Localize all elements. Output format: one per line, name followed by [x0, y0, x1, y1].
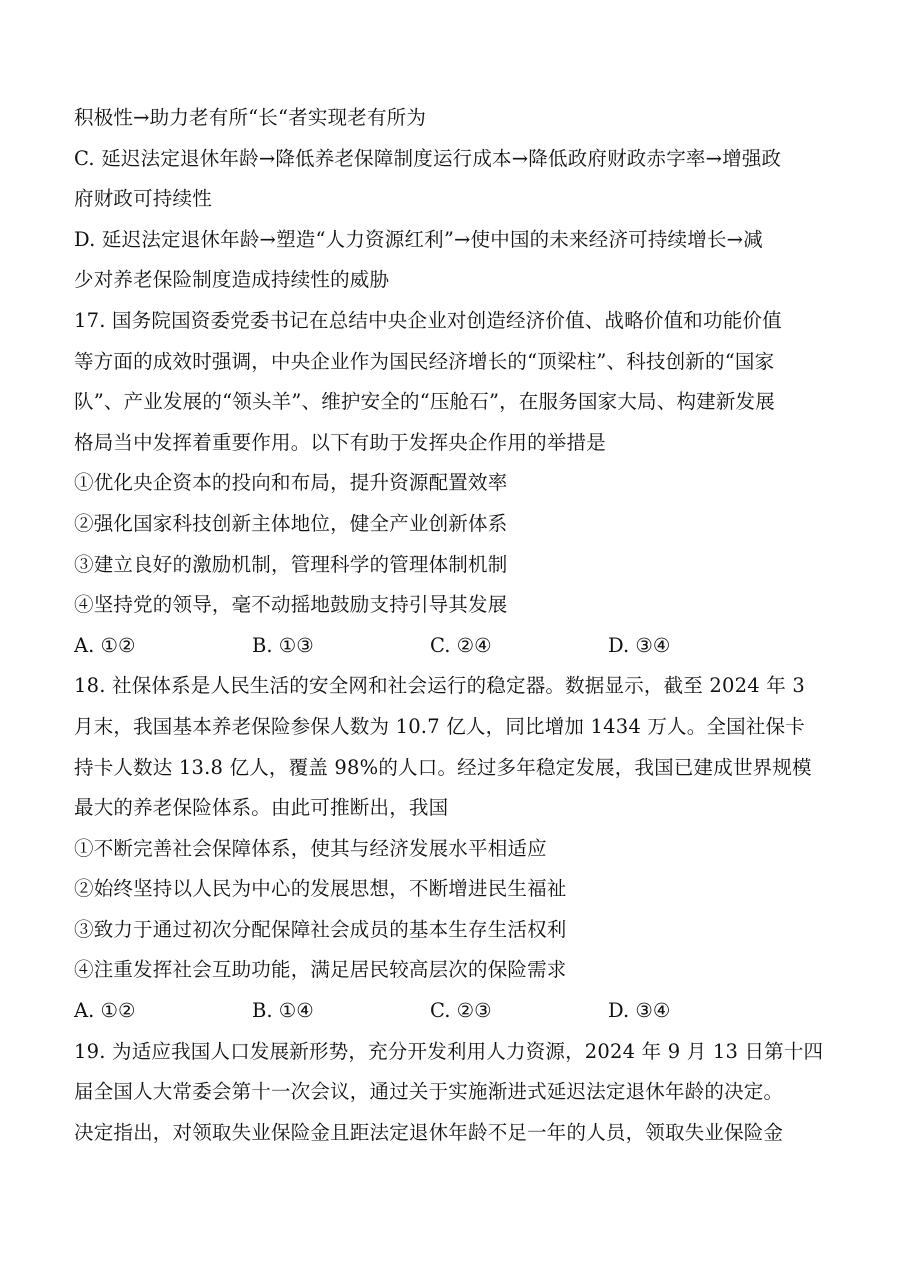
- prev-option-c-line-1: C. 延迟法定退休年龄→降低养老保障制度运行成本→降低政府财政赤字率→增强政: [74, 146, 782, 170]
- q18-option-c: C. ②③: [430, 999, 492, 1023]
- q19-stem-line: 19. 为适应我国人口发展新形势，充分开发利用人力资源，2024 年 9 月 13 日第十四: [74, 1039, 824, 1063]
- q18-statement-4: ④注重发挥社会互助功能，满足居民较高层次的保险需求: [74, 958, 567, 982]
- q17-options: [74, 626, 834, 667]
- q18-option-d: D. ③④: [608, 999, 671, 1023]
- q17-option-c: C. ②④: [430, 633, 492, 657]
- q18-stem-line: 月末，我国基本养老保险参保人数为 10.7 亿人，同比增加 1434 万人。全国社保卡: [74, 714, 805, 738]
- q18-option-b: B. ①④: [252, 999, 314, 1023]
- q18-statement-1: ①不断完善社会保障体系，使其与经济发展水平相适应: [74, 836, 547, 860]
- q17-option-d: D. ③④: [608, 633, 671, 657]
- q17-statement-4: ④坚持党的领导，毫不动摇地鼓励支持引导其发展: [74, 593, 508, 617]
- prev-option-b-tail: 积极性→助力老有所“长“者实现老有所为: [74, 106, 427, 129]
- q18-statement-3: ③致力于通过初次分配保障社会成员的基本生存生活权利: [74, 917, 567, 941]
- q18-option-a: A. ①②: [74, 999, 136, 1023]
- q18-options: [74, 991, 834, 1032]
- q17-option-b: B. ①③: [252, 633, 314, 657]
- q18-statement-2: ②始终坚持以人民为中心的发展思想，不断增进民生福祉: [74, 877, 567, 901]
- q17-stem-line: 等方面的成效时强调，中央企业作为国民经济增长的“顶梁柱”、科技创新的“国家: [74, 349, 775, 373]
- q17-statement-3: ③建立良好的激励机制，管理科学的管理体制机制: [74, 552, 508, 576]
- q17-option-a: A. ①②: [74, 633, 136, 657]
- q17-statement-2: ②强化国家科技创新主体地位，健全产业创新体系: [74, 511, 508, 535]
- q18-stem-line: 持卡人数达 13.8 亿人，覆盖 98%的人口。经过多年稳定发展，我国已建成世界规模: [74, 755, 812, 779]
- q18-stem-line: 18. 社保体系是人民生活的安全网和社会运行的稳定器。数据显示，截至 2024 年 3: [74, 674, 805, 698]
- prev-option-d-line-2: 少对养老保险制度造成持续性的威胁: [74, 268, 390, 292]
- q17-stem-line: 格局当中发挥着重要作用。以下有助于发挥央企作用的举措是: [74, 430, 606, 454]
- q17-statement-1: ①优化央企资本的投向和布局，提升资源配置效率: [74, 471, 508, 495]
- exam-page: [74, 98, 834, 1153]
- q17-stem-line: 17. 国务院国资委党委书记在总结中央企业对创造经济价值、战略价值和功能价值: [74, 308, 782, 332]
- q19-stem-line: 决定指出，对领取失业保险金且距法定退休年龄不足一年的人员，领取失业保险金: [74, 1120, 784, 1144]
- prev-option-d-line-1: D. 延迟法定退休年龄→塑造“人力资源红利”→使中国的未来经济可持续增长→减: [74, 227, 763, 251]
- q19-stem-line: 届全国人大常委会第十一次会议，通过关于实施渐进式延迟法定退休年龄的决定。: [74, 1080, 784, 1104]
- q17-stem-line: 队”、产业发展的“领头羊”、维护安全的“压舱石”，在服务国家大局、构建新发展: [74, 390, 775, 414]
- prev-option-c-line-2: 府财政可持续性: [74, 187, 212, 211]
- q18-stem-line: 最大的养老保险体系。由此可推断出，我国: [74, 796, 449, 820]
